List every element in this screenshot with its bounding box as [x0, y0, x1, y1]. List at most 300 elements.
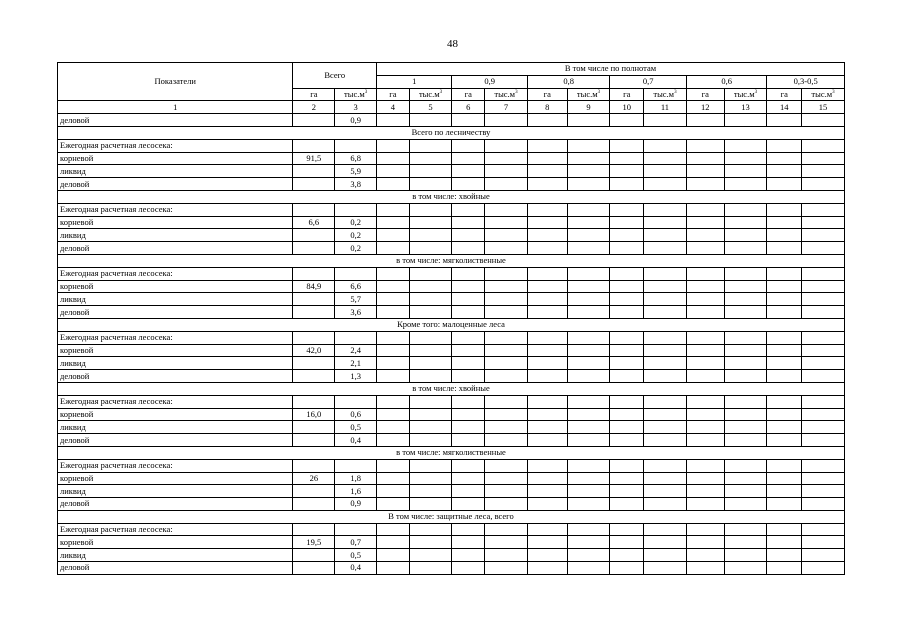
empty-cell	[409, 498, 452, 511]
empty-cell	[409, 165, 452, 178]
empty-cell	[567, 114, 610, 127]
total-volume-cell: 2,1	[335, 357, 377, 370]
total-volume-cell: 1,8	[335, 472, 377, 485]
empty-cell	[724, 408, 767, 421]
empty-cell	[452, 523, 485, 536]
empty-cell	[610, 178, 644, 191]
empty-cell	[377, 293, 410, 306]
empty-cell	[409, 203, 452, 216]
empty-cell	[724, 357, 767, 370]
total-ha-cell	[293, 242, 335, 255]
column-number: 2	[293, 101, 335, 114]
density-header: 0,7	[610, 75, 686, 88]
empty-cell	[767, 523, 802, 536]
empty-cell	[485, 331, 528, 344]
empty-cell	[567, 395, 610, 408]
empty-cell	[802, 293, 845, 306]
empty-cell	[409, 549, 452, 562]
row-label: корневой	[58, 472, 293, 485]
total-header: Всего	[293, 63, 377, 89]
unit-ha: га	[377, 88, 410, 101]
unit-volume-text: тыс.м	[733, 88, 755, 99]
empty-cell	[686, 114, 724, 127]
row-label: деловой	[58, 434, 293, 447]
empty-cell	[610, 139, 644, 152]
empty-cell	[409, 408, 452, 421]
empty-cell	[686, 306, 724, 319]
empty-cell	[767, 293, 802, 306]
empty-cell	[802, 280, 845, 293]
empty-cell	[644, 472, 687, 485]
unit-volume-sup: 3	[515, 90, 518, 96]
row-label: деловой	[58, 242, 293, 255]
empty-cell	[686, 178, 724, 191]
empty-cell	[767, 485, 802, 498]
empty-cell	[802, 344, 845, 357]
row-label: ликвид	[58, 485, 293, 498]
empty-cell	[567, 370, 610, 383]
empty-cell	[724, 203, 767, 216]
indicators-header: Показатели	[58, 63, 293, 101]
empty-cell	[527, 549, 567, 562]
empty-cell	[644, 536, 687, 549]
total-ha-cell: 84,9	[293, 280, 335, 293]
empty-cell	[724, 421, 767, 434]
empty-cell	[485, 203, 528, 216]
empty-cell	[724, 472, 767, 485]
empty-cell	[485, 344, 528, 357]
empty-cell	[377, 139, 410, 152]
empty-cell	[724, 523, 767, 536]
column-number: 13	[724, 101, 767, 114]
empty-cell	[409, 536, 452, 549]
empty-cell	[527, 229, 567, 242]
empty-cell	[567, 421, 610, 434]
empty-cell	[485, 293, 528, 306]
empty-cell	[409, 114, 452, 127]
empty-cell	[644, 434, 687, 447]
section-row	[58, 318, 845, 331]
empty-cell	[644, 562, 687, 575]
empty-cell	[686, 216, 724, 229]
empty-cell	[527, 178, 567, 191]
empty-cell	[767, 434, 802, 447]
empty-cell	[686, 267, 724, 280]
empty-cell	[485, 395, 528, 408]
total-volume-cell	[335, 523, 377, 536]
total-ha-cell	[293, 306, 335, 319]
total-volume-cell: 0,9	[335, 114, 377, 127]
empty-cell	[527, 165, 567, 178]
empty-cell	[452, 139, 485, 152]
row-label: деловой	[58, 370, 293, 383]
table-row	[58, 395, 845, 408]
empty-cell	[567, 485, 610, 498]
total-volume-cell: 1,3	[335, 370, 377, 383]
empty-cell	[527, 139, 567, 152]
empty-cell	[567, 306, 610, 319]
empty-cell	[409, 216, 452, 229]
empty-cell	[527, 203, 567, 216]
total-ha-cell	[293, 549, 335, 562]
row-label: ликвид	[58, 229, 293, 242]
empty-cell	[567, 523, 610, 536]
total-volume-cell: 0,6	[335, 408, 377, 421]
empty-cell	[567, 293, 610, 306]
empty-cell	[409, 139, 452, 152]
density-header: 0,6	[686, 75, 767, 88]
empty-cell	[802, 523, 845, 536]
empty-cell	[767, 178, 802, 191]
empty-cell	[644, 395, 687, 408]
empty-cell	[686, 549, 724, 562]
row-label: Ежегодная расчетная лесосека:	[58, 203, 293, 216]
row-label: Ежегодная расчетная лесосека:	[58, 395, 293, 408]
empty-cell	[686, 165, 724, 178]
column-number: 1	[58, 101, 293, 114]
unit-volume-sup: 3	[597, 90, 601, 96]
empty-cell	[724, 216, 767, 229]
empty-cell	[485, 242, 528, 255]
column-number: 8	[527, 101, 567, 114]
empty-cell	[485, 370, 528, 383]
empty-cell	[377, 562, 410, 575]
unit-volume-text: тыс.м	[653, 88, 675, 99]
empty-cell	[767, 549, 802, 562]
table-row	[58, 293, 845, 306]
empty-cell	[610, 536, 644, 549]
empty-cell	[767, 498, 802, 511]
empty-cell	[610, 293, 644, 306]
column-number: 6	[452, 101, 485, 114]
empty-cell	[802, 395, 845, 408]
empty-cell	[767, 357, 802, 370]
empty-cell	[527, 562, 567, 575]
empty-cell	[527, 498, 567, 511]
empty-cell	[802, 536, 845, 549]
empty-cell	[686, 434, 724, 447]
empty-cell	[409, 523, 452, 536]
table-row	[58, 523, 845, 536]
empty-cell	[527, 434, 567, 447]
section-title: В том числе: защитные леса, всего	[58, 510, 845, 523]
table-row	[58, 203, 845, 216]
empty-cell	[377, 216, 410, 229]
row-label: корневой	[58, 280, 293, 293]
empty-cell	[567, 280, 610, 293]
table-row	[58, 152, 845, 165]
empty-cell	[527, 370, 567, 383]
empty-cell	[644, 459, 687, 472]
empty-cell	[644, 139, 687, 152]
table-row	[58, 331, 845, 344]
empty-cell	[724, 242, 767, 255]
section-row	[58, 382, 845, 395]
empty-cell	[802, 229, 845, 242]
empty-cell	[485, 434, 528, 447]
empty-cell	[567, 242, 610, 255]
empty-cell	[377, 165, 410, 178]
empty-cell	[724, 485, 767, 498]
empty-cell	[377, 472, 410, 485]
empty-cell	[485, 165, 528, 178]
empty-cell	[686, 459, 724, 472]
empty-cell	[527, 472, 567, 485]
total-volume-cell	[335, 459, 377, 472]
empty-cell	[452, 459, 485, 472]
empty-cell	[377, 331, 410, 344]
empty-cell	[610, 434, 644, 447]
row-label: деловой	[58, 562, 293, 575]
empty-cell	[610, 216, 644, 229]
empty-cell	[767, 203, 802, 216]
empty-cell	[610, 280, 644, 293]
empty-cell	[724, 549, 767, 562]
empty-cell	[452, 280, 485, 293]
empty-cell	[452, 562, 485, 575]
unit-ha: га	[686, 88, 724, 101]
empty-cell	[767, 216, 802, 229]
empty-cell	[644, 152, 687, 165]
empty-cell	[485, 216, 528, 229]
empty-cell	[644, 485, 687, 498]
total-ha-cell: 42,0	[293, 344, 335, 357]
empty-cell	[485, 549, 528, 562]
empty-cell	[452, 152, 485, 165]
unit-volume-text: тыс.м	[811, 88, 833, 99]
empty-cell	[686, 242, 724, 255]
section-title: в том числе: мягколиственные	[58, 446, 845, 459]
empty-cell	[409, 178, 452, 191]
unit-volume	[485, 88, 528, 101]
empty-cell	[610, 549, 644, 562]
table-row	[58, 549, 845, 562]
empty-cell	[802, 139, 845, 152]
empty-cell	[686, 498, 724, 511]
column-number: 15	[802, 101, 845, 114]
total-ha-cell	[293, 357, 335, 370]
empty-cell	[644, 549, 687, 562]
empty-cell	[567, 216, 610, 229]
total-volume-cell: 1,6	[335, 485, 377, 498]
unit-ha: га	[527, 88, 567, 101]
empty-cell	[452, 229, 485, 242]
table-row	[58, 357, 845, 370]
row-label: корневой	[58, 536, 293, 549]
empty-cell	[610, 229, 644, 242]
empty-cell	[377, 152, 410, 165]
section-row	[58, 190, 845, 203]
row-label: ликвид	[58, 165, 293, 178]
empty-cell	[527, 357, 567, 370]
empty-cell	[567, 152, 610, 165]
empty-cell	[452, 114, 485, 127]
empty-cell	[377, 408, 410, 421]
empty-cell	[802, 152, 845, 165]
empty-cell	[452, 472, 485, 485]
total-ha-cell: 91,5	[293, 152, 335, 165]
table-row	[58, 165, 845, 178]
empty-cell	[527, 331, 567, 344]
row-label: деловой	[58, 498, 293, 511]
table-row	[58, 408, 845, 421]
empty-cell	[485, 267, 528, 280]
empty-cell	[802, 421, 845, 434]
empty-cell	[485, 472, 528, 485]
empty-cell	[409, 562, 452, 575]
empty-cell	[409, 293, 452, 306]
column-number: 12	[686, 101, 724, 114]
total-volume-cell: 0,7	[335, 536, 377, 549]
empty-cell	[377, 434, 410, 447]
empty-cell	[686, 395, 724, 408]
empty-cell	[644, 280, 687, 293]
empty-cell	[686, 536, 724, 549]
empty-cell	[767, 344, 802, 357]
empty-cell	[610, 498, 644, 511]
unit-volume-text: тыс.м	[576, 88, 598, 99]
unit-volume	[567, 88, 610, 101]
empty-cell	[527, 293, 567, 306]
empty-cell	[485, 139, 528, 152]
row-label: Ежегодная расчетная лесосека:	[58, 267, 293, 280]
empty-cell	[724, 536, 767, 549]
empty-cell	[802, 434, 845, 447]
empty-cell	[767, 408, 802, 421]
empty-cell	[610, 344, 644, 357]
section-title: Всего по лесничеству	[58, 126, 845, 139]
empty-cell	[610, 408, 644, 421]
empty-cell	[377, 498, 410, 511]
empty-cell	[409, 280, 452, 293]
empty-cell	[377, 459, 410, 472]
table-row	[58, 498, 845, 511]
empty-cell	[802, 472, 845, 485]
empty-cell	[767, 459, 802, 472]
unit-ha: га	[452, 88, 485, 101]
table-row	[58, 139, 845, 152]
empty-cell	[610, 357, 644, 370]
empty-cell	[527, 280, 567, 293]
empty-cell	[377, 178, 410, 191]
empty-cell	[644, 306, 687, 319]
section-row	[58, 446, 845, 459]
empty-cell	[610, 395, 644, 408]
empty-cell	[724, 165, 767, 178]
total-ha-cell: 26	[293, 472, 335, 485]
unit-ha: га	[610, 88, 644, 101]
empty-cell	[610, 203, 644, 216]
empty-cell	[644, 523, 687, 536]
empty-cell	[452, 421, 485, 434]
unit-ha: га	[293, 88, 335, 101]
empty-cell	[686, 472, 724, 485]
empty-cell	[767, 267, 802, 280]
empty-cell	[610, 267, 644, 280]
empty-cell	[610, 306, 644, 319]
empty-cell	[452, 267, 485, 280]
total-ha-cell	[293, 293, 335, 306]
empty-cell	[452, 242, 485, 255]
empty-cell	[377, 203, 410, 216]
empty-cell	[686, 293, 724, 306]
empty-cell	[767, 152, 802, 165]
total-ha-cell	[293, 395, 335, 408]
table-row	[58, 434, 845, 447]
table-row	[58, 114, 845, 127]
empty-cell	[724, 395, 767, 408]
empty-cell	[567, 498, 610, 511]
row-label: корневой	[58, 344, 293, 357]
empty-cell	[567, 472, 610, 485]
empty-cell	[527, 216, 567, 229]
empty-cell	[452, 203, 485, 216]
empty-cell	[610, 114, 644, 127]
empty-cell	[452, 357, 485, 370]
empty-cell	[686, 421, 724, 434]
empty-cell	[610, 421, 644, 434]
empty-cell	[610, 152, 644, 165]
empty-cell	[527, 344, 567, 357]
empty-cell	[610, 331, 644, 344]
empty-cell	[377, 421, 410, 434]
empty-cell	[724, 331, 767, 344]
empty-cell	[567, 459, 610, 472]
empty-cell	[802, 408, 845, 421]
unit-ha: га	[767, 88, 802, 101]
section-title: в том числе: мягколиственные	[58, 254, 845, 267]
total-ha-cell	[293, 498, 335, 511]
empty-cell	[485, 562, 528, 575]
empty-cell	[377, 357, 410, 370]
empty-cell	[644, 203, 687, 216]
empty-cell	[527, 306, 567, 319]
column-number: 14	[767, 101, 802, 114]
empty-cell	[802, 562, 845, 575]
empty-cell	[409, 459, 452, 472]
table-row	[58, 216, 845, 229]
empty-cell	[767, 165, 802, 178]
row-label: корневой	[58, 216, 293, 229]
empty-cell	[610, 562, 644, 575]
empty-cell	[567, 344, 610, 357]
total-ha-cell	[293, 165, 335, 178]
total-ha-cell	[293, 139, 335, 152]
total-ha-cell	[293, 331, 335, 344]
empty-cell	[610, 485, 644, 498]
empty-cell	[377, 485, 410, 498]
column-number: 3	[335, 101, 377, 114]
table-row	[58, 459, 845, 472]
row-label: корневой	[58, 408, 293, 421]
empty-cell	[724, 178, 767, 191]
table-row	[58, 421, 845, 434]
empty-cell	[644, 408, 687, 421]
empty-cell	[686, 562, 724, 575]
empty-cell	[567, 267, 610, 280]
empty-cell	[802, 306, 845, 319]
unit-volume	[724, 88, 767, 101]
empty-cell	[802, 498, 845, 511]
empty-cell	[567, 562, 610, 575]
empty-cell	[724, 306, 767, 319]
total-volume-cell	[335, 395, 377, 408]
empty-cell	[802, 203, 845, 216]
empty-cell	[686, 408, 724, 421]
empty-cell	[377, 395, 410, 408]
row-label: Ежегодная расчетная лесосека:	[58, 139, 293, 152]
empty-cell	[452, 216, 485, 229]
